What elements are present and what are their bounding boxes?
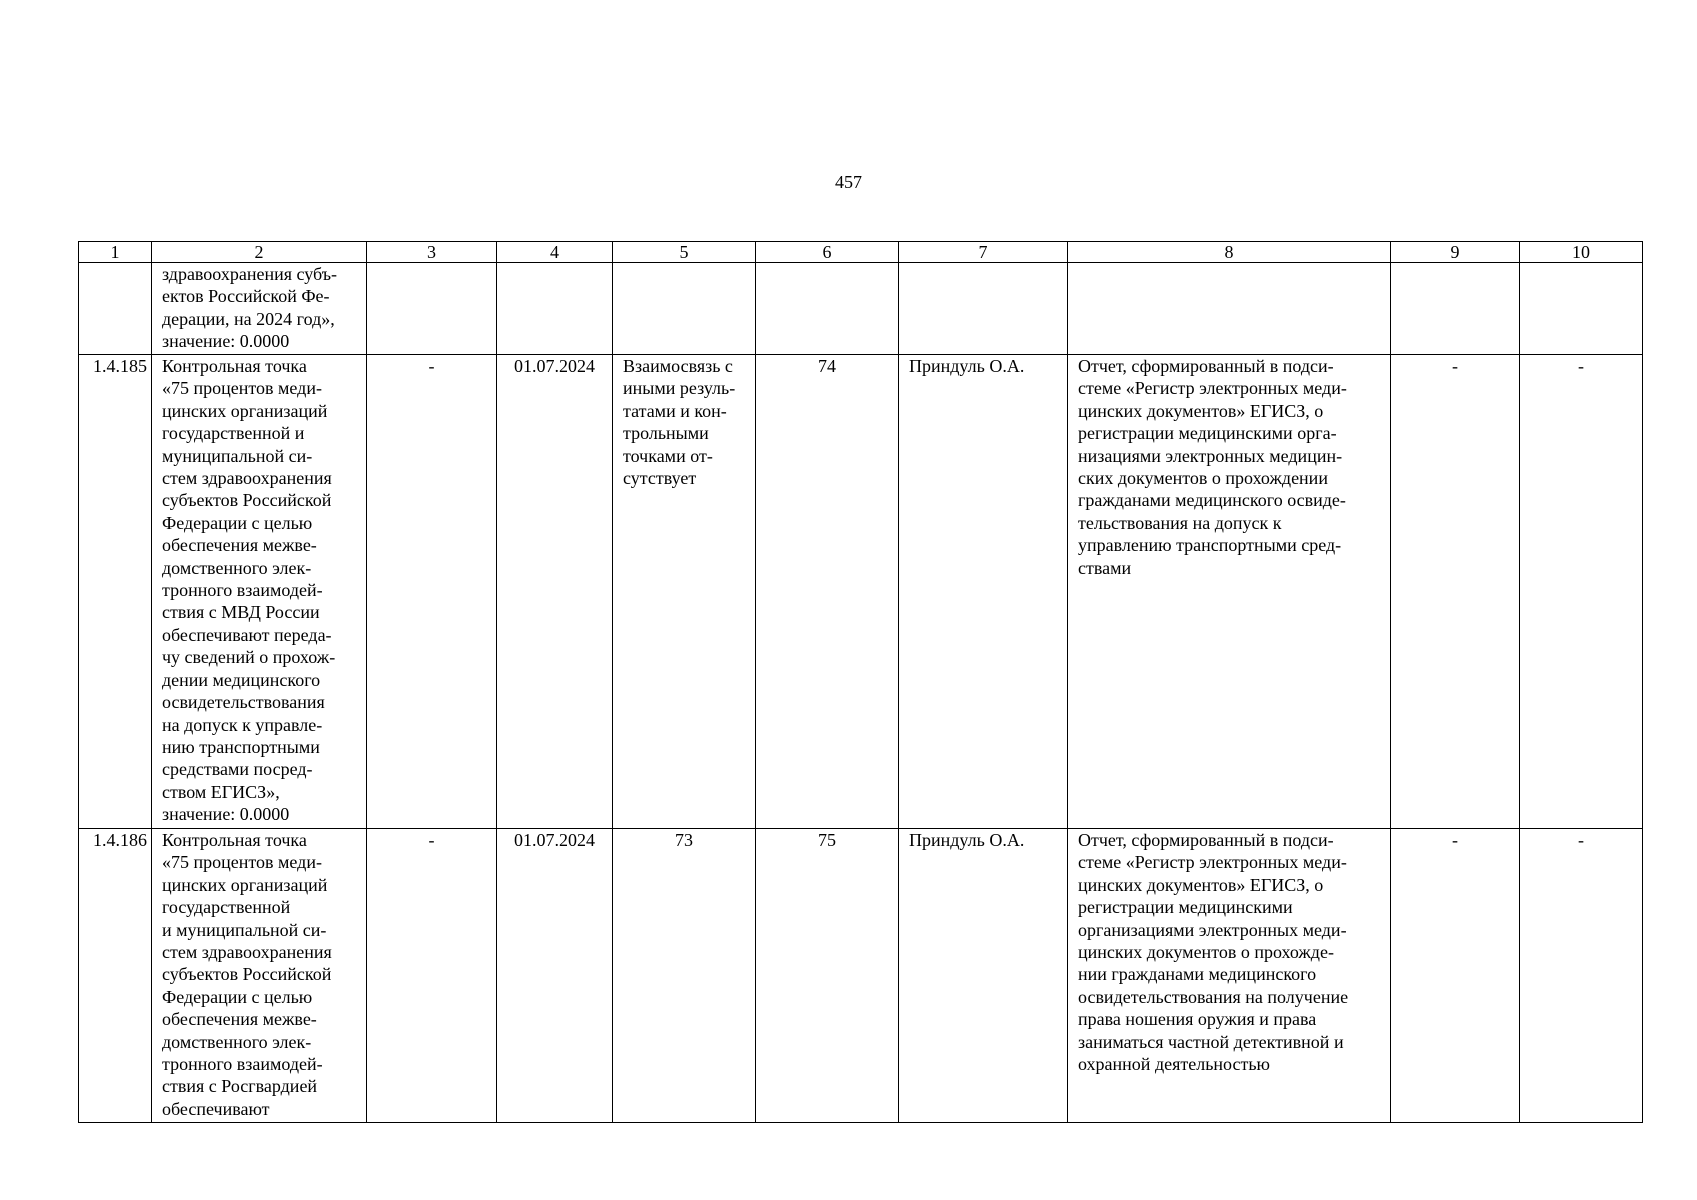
- cell-6: 75: [756, 829, 899, 1123]
- text-line: нию транспортными: [162, 736, 320, 757]
- text-line: управлению транспортными сред-: [1078, 535, 1342, 556]
- cell-6: 74: [756, 355, 899, 829]
- text-line: регистрации медицинскими орга-: [1078, 423, 1337, 444]
- text-line: Отчет, сформированный в подси-: [1078, 830, 1334, 850]
- table-row: [79, 829, 1643, 1123]
- text-line: заниматься частной детективной и: [1078, 1031, 1344, 1052]
- text-line: ских документов о прохождении: [1078, 468, 1328, 489]
- plan-table: [78, 241, 1643, 1123]
- header-cell: 4: [497, 242, 613, 263]
- cell-9: [1391, 263, 1520, 355]
- text-line: «75 процентов меди-: [162, 852, 322, 873]
- text-line: ствия с МВД России: [162, 602, 320, 623]
- text-line: Отчет, сформированный в подси-: [1078, 356, 1334, 376]
- text-line: организациями электронных меди-: [1078, 919, 1347, 940]
- text-line: стем здравоохранения: [162, 468, 332, 489]
- text-line: стеме «Регистр электронных меди-: [1078, 378, 1347, 399]
- text-line: домственного элек-: [162, 1031, 312, 1052]
- text-line: ствами: [1078, 557, 1132, 578]
- text-line: Контрольная точка: [162, 830, 307, 850]
- cell-relation: [613, 355, 756, 829]
- text-line: гражданами медицинского освиде-: [1078, 490, 1346, 511]
- header-cell: 9: [1391, 242, 1520, 263]
- cell-num: 1.4.186: [79, 829, 152, 1123]
- text-line: муниципальной си-: [162, 445, 313, 466]
- text-line: средствами посред-: [162, 759, 313, 780]
- text-line: обеспечения межве-: [162, 1009, 317, 1030]
- table-row: [79, 355, 1643, 829]
- text-line: цинских организаций: [162, 874, 328, 895]
- cell-report: [1068, 829, 1391, 1123]
- text-line: цинских документов о прохожде-: [1078, 942, 1334, 963]
- text-line: тронного взаимодей-: [162, 1054, 323, 1075]
- cell-report: [1068, 355, 1391, 829]
- text-line: государственной и: [162, 423, 305, 444]
- text-line: регистрации медицинскими: [1078, 897, 1293, 918]
- cell-num: 1.4.185: [79, 355, 152, 829]
- cell-relation: [613, 263, 756, 355]
- text-line: иными резуль-: [623, 378, 736, 399]
- text-line: точками от-: [623, 445, 713, 466]
- text-line: нии гражданами медицинского: [1078, 964, 1317, 985]
- page-number: 457: [835, 172, 862, 192]
- text-line: значение: 0.0000: [162, 804, 290, 825]
- cell-description: [152, 263, 367, 355]
- text-line: Федерации с целью: [162, 986, 313, 1007]
- cell-description: [152, 355, 367, 829]
- cell-10: -: [1520, 355, 1643, 829]
- text-line: обеспечивают: [162, 1098, 270, 1119]
- cell-relation: [613, 829, 756, 1123]
- text-line: стеме «Регистр электронных меди-: [1078, 852, 1347, 873]
- text-line: и муниципальной си-: [162, 919, 327, 940]
- text-line: ством ЕГИСЗ»,: [162, 781, 280, 802]
- text-line: дении медицинского: [162, 669, 321, 690]
- cell-responsible: Приндуль О.А.: [899, 829, 1068, 1123]
- table-header-row: [79, 242, 1643, 263]
- text-line: Взаимосвязь с: [623, 356, 733, 376]
- text-line: охранной деятельностью: [1078, 1054, 1271, 1075]
- text-line: цинских организаций: [162, 400, 328, 421]
- text-line: обеспечения межве-: [162, 535, 317, 556]
- text-line: освидетельствования на получение: [1078, 986, 1349, 1007]
- text-line: права ношения оружия и права: [1078, 1009, 1317, 1030]
- text-line: на допуск к управле-: [162, 714, 323, 735]
- text-line: цинских документов» ЕГИСЗ, о: [1078, 874, 1324, 895]
- cell-date: [497, 263, 613, 355]
- cell-6: [756, 263, 899, 355]
- table-row-continuation: [79, 263, 1643, 355]
- cell-10: [1520, 263, 1643, 355]
- text-line: субъектов Российской: [162, 490, 332, 511]
- cell-date: 01.07.2024: [497, 829, 613, 1123]
- cell-responsible: Приндуль О.А.: [899, 355, 1068, 829]
- cell-description: [152, 829, 367, 1123]
- header-cell: 1: [79, 242, 152, 263]
- cell-9: -: [1391, 355, 1520, 829]
- text-line: «75 процентов меди-: [162, 378, 322, 399]
- text-line: обеспечивают переда-: [162, 624, 332, 645]
- text-line: ствия с Росгвардией: [162, 1076, 318, 1097]
- cell-3: [367, 263, 497, 355]
- text-line: чу сведений о прохож-: [162, 647, 336, 668]
- header-cell: 10: [1520, 242, 1643, 263]
- cell-report: [1068, 263, 1391, 355]
- header-cell: 7: [899, 242, 1068, 263]
- text-line: освидетельствования: [162, 692, 325, 713]
- header-cell: 8: [1068, 242, 1391, 263]
- cell-num: [79, 263, 152, 355]
- header-cell: 6: [756, 242, 899, 263]
- text-line: ектов Российской Фе-: [162, 286, 330, 307]
- text-line: Федерации с целью: [162, 512, 313, 533]
- text-line: 73: [675, 830, 693, 850]
- text-line: трольными: [623, 423, 709, 444]
- text-line: субъектов Российской: [162, 964, 332, 985]
- text-line: стем здравоохранения: [162, 942, 332, 963]
- cell-10: -: [1520, 829, 1643, 1123]
- text-line: цинских документов» ЕГИСЗ, о: [1078, 400, 1324, 421]
- text-line: тельствования на допуск к: [1078, 512, 1282, 533]
- text-line: здравоохранения субъ-: [162, 264, 338, 284]
- text-line: сутствует: [623, 468, 697, 489]
- text-line: тронного взаимодей-: [162, 580, 323, 601]
- text-line: дерации, на 2024 год»,: [162, 308, 335, 329]
- header-cell: 5: [613, 242, 756, 263]
- cell-responsible: [899, 263, 1068, 355]
- cell-date: 01.07.2024: [497, 355, 613, 829]
- cell-3: -: [367, 355, 497, 829]
- header-cell: 3: [367, 242, 497, 263]
- header-cell: 2: [152, 242, 367, 263]
- cell-9: -: [1391, 829, 1520, 1123]
- cell-3: -: [367, 829, 497, 1123]
- text-line: государственной: [162, 897, 291, 918]
- text-line: татами и кон-: [623, 400, 727, 421]
- text-line: значение: 0.0000: [162, 331, 290, 352]
- text-line: домственного элек-: [162, 557, 312, 578]
- text-line: Контрольная точка: [162, 356, 307, 376]
- text-line: низациями электронных медицин-: [1078, 445, 1343, 466]
